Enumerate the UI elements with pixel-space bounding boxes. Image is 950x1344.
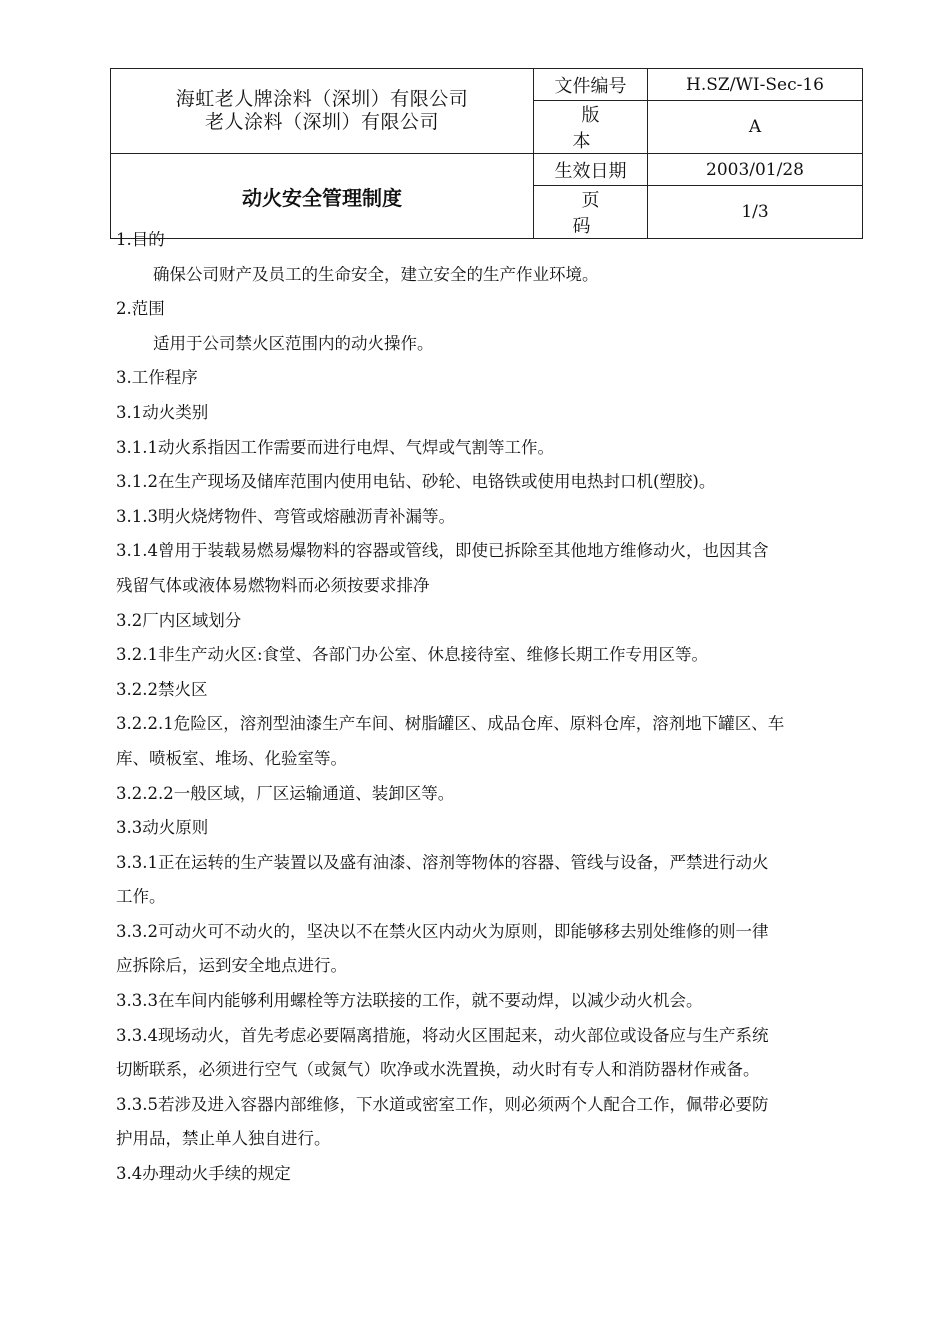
paragraph-line: 3.2.2禁火区 [116, 679, 208, 699]
paragraph-line: 工作。 [116, 887, 166, 907]
company-name-cell [111, 69, 534, 154]
document-title: 动火安全管理制度 [111, 154, 534, 239]
section-heading: 3.工作程序 [116, 368, 198, 388]
company-name-line2: 老人涂料（深圳）有限公司 [204, 111, 439, 133]
paragraph-line: 确保公司财产及员工的生命安全，建立安全的生产作业环境。 [153, 264, 599, 284]
paragraph-line: 3.1.2在生产现场及储库范围内使用电钻、砂轮、电铬铁或使用电热封口机(塑胶)。 [116, 472, 716, 492]
paragraph-line: 3.3.3在车间内能够利用螺栓等方法联接的工作，就不要动焊，以减少动火机会。 [116, 991, 703, 1011]
document-body [116, 223, 872, 1192]
effective-date-label: 生效日期 [534, 154, 648, 186]
paragraph-line: 适用于公司禁火区范围内的动火操作。 [153, 333, 434, 353]
paragraph-line: 3.2.2.2一般区域，厂区运输通道、装卸区等。 [116, 783, 455, 803]
page-number-value: 1/3 [648, 186, 863, 239]
page-number-label: 页 码 [534, 186, 648, 239]
paragraph-line: 切断联系，必须进行空气（或氮气）吹净或水洗置换，动火时有专人和消防器材作戒备。 [116, 1060, 760, 1080]
company-name-line1: 海虹老人牌涂料（深圳）有限公司 [175, 88, 469, 110]
version-label: 版 本 [534, 101, 648, 154]
paragraph-line: 应拆除后，运到安全地点进行。 [116, 956, 347, 976]
section-heading: 2.范围 [116, 299, 165, 319]
paragraph-line: 3.1.4曾用于装载易燃易爆物料的容器或管线，即使已拆除至其他地方维修动火，也因其含 [116, 541, 769, 561]
doc-number-label: 文件编号 [534, 69, 648, 101]
paragraph-line: 3.2.2.1危险区，溶剂型油漆生产车间、树脂罐区、成品仓库、原料仓库，溶剂地下罐区、车 [116, 714, 785, 734]
subsection-heading: 3.4办理动火手续的规定 [116, 1164, 291, 1184]
doc-number-value: H.SZ/WI-Sec-16 [648, 69, 863, 101]
paragraph-line: 3.3.4现场动火，首先考虑必要隔离措施，将动火区围起来，动火部位或设备应与生产系统 [116, 1025, 769, 1045]
subsection-heading: 3.3动火原则 [116, 818, 209, 838]
version-value: A [648, 101, 863, 154]
paragraph-line: 3.2.1非生产动火区:食堂、各部门办公室、休息接待室、维修长期工作专用区等。 [116, 645, 709, 665]
paragraph-line: 3.3.1正在运转的生产装置以及盛有油漆、溶剂等物体的容器、管线与设备，严禁进行动火 [116, 852, 769, 872]
paragraph-line: 库、喷板室、堆场、化验室等。 [116, 748, 347, 768]
paragraph-line: 残留气体或液体易燃物料而必须按要求排净 [116, 575, 430, 595]
section-heading: 1.目的 [116, 230, 165, 249]
subsection-heading: 3.2厂内区域划分 [116, 610, 242, 630]
paragraph-line: 护用品，禁止单人独自进行。 [116, 1129, 331, 1149]
paragraph-line: 3.1.3明火烧烤物件、弯管或熔融沥青补漏等。 [116, 506, 455, 526]
effective-date-value: 2003/01/28 [648, 154, 863, 186]
subsection-heading: 3.1动火类别 [116, 402, 209, 422]
paragraph-line: 3.3.5若涉及进入容器内部维修，下水道或密室工作，则必须两个人配合工作，佩带必要防 [116, 1094, 769, 1114]
document-header-table [110, 68, 863, 239]
paragraph-line: 3.1.1动火系指因工作需要而进行电焊、气焊或气割等工作。 [116, 437, 554, 457]
paragraph-line: 3.3.2可动火可不动火的，坚决以不在禁火区内动火为原则，即能够移去别处维修的则一律 [116, 921, 769, 941]
